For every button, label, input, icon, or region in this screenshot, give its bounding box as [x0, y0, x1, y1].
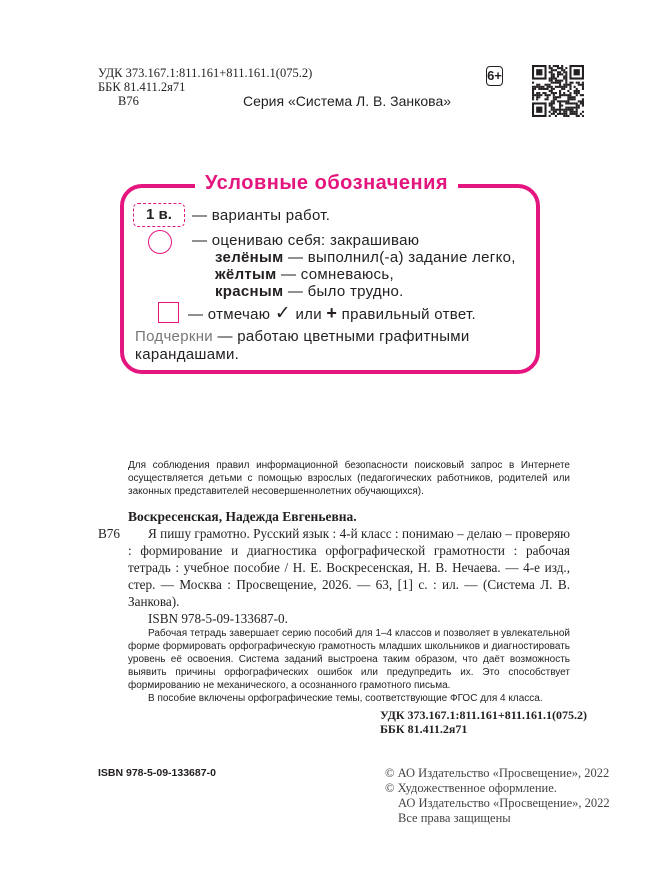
check-icon: ✓: [274, 303, 292, 324]
qr-module: [555, 96, 557, 98]
qr-module: [553, 109, 555, 111]
underline-word: Подчеркни: [135, 328, 213, 345]
qr-module: [578, 82, 580, 84]
qr-module: [559, 67, 561, 69]
qr-module: [534, 94, 536, 96]
qr-module: [544, 88, 546, 90]
catalog-udk: УДК 373.167.1:811.161+811.161.1(075.2): [380, 708, 588, 722]
qr-module: [580, 100, 582, 102]
green-line: [215, 249, 516, 266]
qr-module: [553, 88, 555, 90]
annotation-fgos: В пособие включены орфографические темы, соответствующие ФГОС для 4 класса.: [148, 693, 543, 704]
qr-module: [551, 105, 553, 107]
qr-module: [561, 100, 563, 102]
qr-module: [578, 84, 580, 86]
qr-module: [569, 88, 571, 90]
qr-module: [567, 94, 569, 96]
qr-module: [549, 102, 551, 104]
yellow-word: жёлтым: [215, 266, 277, 283]
qr-module: [555, 92, 557, 94]
qr-module: [553, 65, 555, 67]
qr-module: [555, 111, 557, 113]
qr-module: [547, 86, 549, 88]
qr-module: [547, 84, 549, 86]
qr-module: [569, 82, 571, 84]
underline-line: [135, 328, 470, 345]
qr-module: [547, 96, 549, 98]
qr-module: [582, 115, 584, 117]
qr-module: [544, 98, 546, 100]
qr-module: [551, 102, 553, 104]
qr-module: [578, 100, 580, 102]
qr-module: [576, 111, 578, 113]
qr-module: [563, 92, 565, 94]
qr-module: [557, 73, 559, 75]
variant-marker-icon: 1 в.: [133, 203, 185, 227]
qr-module: [578, 115, 580, 117]
qr-module: [565, 113, 567, 115]
qr-module: [580, 102, 582, 104]
qr-module: [536, 96, 538, 98]
qr-module: [549, 71, 551, 73]
qr-module: [565, 111, 567, 113]
qr-module: [555, 115, 557, 117]
qr-module: [547, 88, 549, 90]
qr-module: [563, 69, 565, 71]
qr-module: [553, 69, 555, 71]
qr-module: [574, 96, 576, 98]
qr-module: [572, 82, 574, 84]
qr-module: [557, 86, 559, 88]
qr-module: [536, 94, 538, 96]
qr-module: [555, 69, 557, 71]
qr-module: [557, 75, 559, 77]
qr-module: [563, 86, 565, 88]
qr-module: [532, 92, 534, 94]
qr-module: [559, 111, 561, 113]
qr-module: [561, 86, 563, 88]
qr-module: [559, 109, 561, 111]
qr-module: [582, 82, 584, 84]
qr-module: [574, 102, 576, 104]
rights-reserved: Все права защищены: [398, 811, 511, 825]
qr-module: [559, 113, 561, 115]
qr-module: [565, 71, 567, 73]
qr-module: [567, 98, 569, 100]
qr-module: [580, 84, 582, 86]
qr-module: [559, 73, 561, 75]
qr-module: [565, 86, 567, 88]
qr-module: [582, 111, 584, 113]
qr-module: [572, 109, 574, 111]
qr-module: [576, 90, 578, 92]
qr-module: [551, 86, 553, 88]
qr-module: [576, 113, 578, 115]
qr-module: [559, 86, 561, 88]
or-text: или: [295, 306, 322, 323]
qr-module: [569, 102, 571, 104]
qr-module: [567, 102, 569, 104]
qr-module: [582, 102, 584, 104]
qr-module: [559, 80, 561, 82]
qr-module: [572, 113, 574, 115]
qr-module: [569, 109, 571, 111]
qr-module: [563, 115, 565, 117]
qr-module: [574, 86, 576, 88]
copyright-block: [385, 766, 610, 826]
qr-module: [559, 96, 561, 98]
qr-module: [565, 73, 567, 75]
qr-module: [551, 75, 553, 77]
red-text: — было трудно.: [287, 283, 404, 300]
qr-code-icon: [532, 65, 584, 117]
qr-module: [553, 77, 555, 79]
plus-icon: +: [326, 303, 338, 323]
qr-module: [561, 109, 563, 111]
qr-module: [534, 88, 536, 90]
qr-module: [559, 84, 561, 86]
qr-module: [553, 100, 555, 102]
catalog-author: Воскресенская, Надежда Евгеньевна.: [128, 509, 357, 524]
qr-module: [565, 77, 567, 79]
qr-module: [578, 105, 580, 107]
qr-module: [536, 86, 538, 88]
qr-module: [555, 65, 557, 67]
qr-module: [561, 80, 563, 82]
catalog-description-row: [98, 525, 570, 610]
qr-module: [582, 94, 584, 96]
qr-module: [576, 105, 578, 107]
qr-module: [540, 86, 542, 88]
qr-module: [549, 105, 551, 107]
qr-module: [561, 73, 563, 75]
qr-module: [561, 65, 563, 67]
qr-module: [559, 71, 561, 73]
catalog-code: В76: [98, 526, 120, 541]
qr-module: [582, 86, 584, 88]
qr-module: [572, 102, 574, 104]
green-word: зелёным: [215, 249, 284, 266]
qr-module: [565, 75, 567, 77]
qr-module: [569, 113, 571, 115]
qr-module: [534, 86, 536, 88]
qr-module: [553, 73, 555, 75]
qr-module: [542, 92, 544, 94]
qr-module: [551, 80, 553, 82]
qr-module: [540, 94, 542, 96]
qr-module: [582, 88, 584, 90]
qr-module: [549, 84, 551, 86]
header-udk: УДК 373.167.1:811.161+811.161.1(075.2): [98, 66, 313, 80]
qr-module: [576, 88, 578, 90]
qr-module: [544, 84, 546, 86]
qr-module: [538, 92, 540, 94]
qr-module: [549, 80, 551, 82]
qr-module: [582, 98, 584, 100]
age-rating-badge: 6+: [486, 66, 503, 86]
qr-module: [551, 82, 553, 84]
qr-module: [557, 71, 559, 73]
qr-module: [555, 86, 557, 88]
qr-module: [555, 80, 557, 82]
qr-module: [538, 84, 540, 86]
footer: [98, 766, 610, 826]
qr-module: [538, 96, 540, 98]
qr-module: [557, 67, 559, 69]
qr-module: [551, 107, 553, 109]
qr-module: [559, 82, 561, 84]
qr-module: [553, 98, 555, 100]
qr-module: [565, 94, 567, 96]
qr-module: [559, 100, 561, 102]
footer-isbn: ISBN 978-5-09-133687-0: [98, 767, 216, 779]
qr-module: [538, 86, 540, 88]
qr-module: [551, 113, 553, 115]
qr-module: [576, 92, 578, 94]
qr-module: [582, 100, 584, 102]
qr-module: [572, 107, 574, 109]
qr-module: [574, 111, 576, 113]
qr-module: [572, 111, 574, 113]
qr-module: [576, 109, 578, 111]
qr-module: [563, 94, 565, 96]
copyright-design: © Художественное оформление.: [385, 781, 557, 795]
qr-module: [532, 88, 534, 90]
qr-module: [549, 111, 551, 113]
red-word: красным: [215, 283, 284, 300]
circle-icon: [148, 230, 172, 254]
yellow-text: — сомневаюсь,: [281, 266, 394, 283]
qr-module: [569, 92, 571, 94]
qr-module: [572, 96, 574, 98]
qr-module: [555, 109, 557, 111]
qr-module: [536, 98, 538, 100]
qr-module: [544, 92, 546, 94]
qr-module: [532, 86, 534, 88]
qr-module: [547, 94, 549, 96]
qr-module: [567, 90, 569, 92]
qr-module: [561, 67, 563, 69]
qr-module: [549, 90, 551, 92]
series-title: Серия «Система Л. В. Занкова»: [243, 93, 452, 109]
qr-module: [559, 107, 561, 109]
qr-module: [569, 98, 571, 100]
qr-module: [551, 88, 553, 90]
qr-module: [559, 94, 561, 96]
qr-module: [553, 113, 555, 115]
qr-module: [549, 65, 551, 67]
qr-module: [549, 115, 551, 117]
qr-module: [559, 105, 561, 107]
qr-module: [532, 96, 534, 98]
qr-module: [565, 84, 567, 86]
qr-module: [549, 94, 551, 96]
qr-module: [576, 82, 578, 84]
qr-module: [551, 90, 553, 92]
qr-module: [549, 86, 551, 88]
correct-answer-text: правильный ответ.: [341, 306, 477, 323]
qr-module: [565, 107, 567, 109]
qr-module: [565, 67, 567, 69]
qr-module: [574, 92, 576, 94]
qr-module: [532, 94, 534, 96]
header-bbk: ББК 81.411.2я71: [98, 80, 186, 94]
qr-module: [557, 100, 559, 102]
qr-module: [551, 71, 553, 73]
qr-module: [569, 111, 571, 113]
qr-module: [563, 77, 565, 79]
qr-module: [532, 90, 534, 92]
qr-module: [553, 75, 555, 77]
qr-module: [559, 92, 561, 94]
qr-module: [553, 102, 555, 104]
green-text: — выполнил(-а) задание легко,: [288, 249, 516, 266]
qr-module: [580, 94, 582, 96]
qr-module: [555, 98, 557, 100]
qr-module: [563, 100, 565, 102]
qr-module: [563, 109, 565, 111]
qr-module: [553, 82, 555, 84]
qr-module: [559, 102, 561, 104]
qr-module: [567, 100, 569, 102]
qr-module: [538, 88, 540, 90]
qr-module: [565, 102, 567, 104]
qr-module: [582, 84, 584, 86]
qr-module: [576, 94, 578, 96]
qr-module: [569, 96, 571, 98]
qr-module: [553, 96, 555, 98]
qr-module: [551, 109, 553, 111]
square-text: — отмечаю: [188, 306, 271, 323]
qr-module: [561, 105, 563, 107]
qr-module: [557, 109, 559, 111]
qr-module: [542, 86, 544, 88]
qr-module: [565, 109, 567, 111]
qr-module: [532, 82, 534, 84]
qr-module: [563, 71, 565, 73]
qr-module: [559, 90, 561, 92]
qr-module: [561, 94, 563, 96]
copyright-publisher: © АО Издательство «Просвещение», 2022: [385, 766, 610, 780]
qr-module: [549, 67, 551, 69]
underline-text: — работаю цветными графитными: [217, 328, 470, 345]
qr-module: [551, 92, 553, 94]
checkbox-square-icon: [158, 302, 179, 323]
qr-module: [565, 82, 567, 84]
qr-module: [580, 113, 582, 115]
qr-module: [538, 94, 540, 96]
qr-module: [557, 80, 559, 82]
qr-module: [576, 102, 578, 104]
qr-module: [565, 80, 567, 82]
qr-module: [551, 73, 553, 75]
qr-module: [561, 88, 563, 90]
qr-module: [561, 69, 563, 71]
qr-module: [578, 107, 580, 109]
circle-text: — оцениваю себя: закрашиваю: [192, 232, 420, 249]
qr-module: [563, 75, 565, 77]
catalog-block: [98, 509, 610, 826]
qr-module: [553, 92, 555, 94]
qr-module: [567, 96, 569, 98]
qr-module: [557, 113, 559, 115]
qr-module: [563, 88, 565, 90]
qr-module: [555, 77, 557, 79]
qr-module: [567, 115, 569, 117]
catalog-isbn: ISBN 978-5-09-133687-0.: [148, 611, 288, 626]
qr-module: [574, 90, 576, 92]
red-line: [215, 283, 404, 300]
qr-module: [567, 107, 569, 109]
qr-module: [532, 98, 534, 100]
legend-title: Условные обозначения: [195, 172, 458, 195]
qr-module: [549, 77, 551, 79]
qr-module: [553, 111, 555, 113]
qr-module: [572, 98, 574, 100]
qr-module: [565, 100, 567, 102]
qr-module: [540, 88, 542, 90]
qr-module: [553, 94, 555, 96]
catalog-bbk: ББК 81.411.2я71: [380, 722, 468, 736]
yellow-line: [215, 266, 394, 283]
qr-module: [569, 84, 571, 86]
safety-notice: Для соблюдения правил информационной безопасности поисковый запрос в Интернете осуществляется детьми с помощью взрослых (педагогических работников, родителей или законных представителей несовершеннолетних обучающихся).: [128, 460, 570, 497]
qr-module: [542, 88, 544, 90]
qr-module: [551, 69, 553, 71]
annotation: Рабочая тетрадь завершает серию пособий для 1–4 классов и позволяет в увлекательной форме формировать орфографическую грамотность младших школьников и диагностировать уровень её освоения. Система заданий выстроена таким образом, что даёт возможность выявить причины орфографических ошибок или предупредить их. Это способствует формированию не механического, а осознанного грамотного письма.: [128, 628, 570, 691]
qr-module: [576, 115, 578, 117]
qr-module: [551, 67, 553, 69]
qr-module: [578, 90, 580, 92]
qr-module: [569, 86, 571, 88]
qr-module: [551, 77, 553, 79]
variant-text: — варианты работ.: [192, 207, 331, 224]
catalog-description: Я пишу грамотно. Русский язык : 4-й класс : понимаю – делаю – проверяю : формирование и диагностика орфографической грамотности : рабочая тетрадь : учебное пособие / Н. Е. Воскресенская, Н. В. Нечаева. — 4-е изд., стер. — Москва : Просвещение, 2026. — 63, [1] с. : ил. — (Система Л. В. Занкова).: [128, 526, 570, 609]
qr-module: [574, 113, 576, 115]
header-code: В76: [118, 94, 139, 108]
qr-module: [557, 82, 559, 84]
qr-module: [569, 107, 571, 109]
qr-module: [565, 115, 567, 117]
qr-module: [576, 107, 578, 109]
qr-module: [569, 94, 571, 96]
qr-module: [578, 92, 580, 94]
qr-module: [551, 100, 553, 102]
qr-module: [561, 113, 563, 115]
qr-module: [536, 92, 538, 94]
qr-module: [547, 98, 549, 100]
qr-module: [536, 84, 538, 86]
qr-module: [567, 84, 569, 86]
qr-module: [557, 96, 559, 98]
qr-module: [574, 107, 576, 109]
qr-module: [555, 82, 557, 84]
qr-module: [563, 111, 565, 113]
qr-module: [563, 84, 565, 86]
qr-module: [563, 113, 565, 115]
copyright-design-publisher: АО Издательство «Просвещение», 2022: [398, 796, 610, 810]
square-line: [188, 305, 476, 323]
qr-module: [574, 98, 576, 100]
qr-module: [582, 105, 584, 107]
qr-module: [553, 107, 555, 109]
qr-module: [557, 65, 559, 67]
qr-module: [567, 109, 569, 111]
underline-text-2: карандашами.: [135, 346, 240, 363]
qr-module: [544, 94, 546, 96]
